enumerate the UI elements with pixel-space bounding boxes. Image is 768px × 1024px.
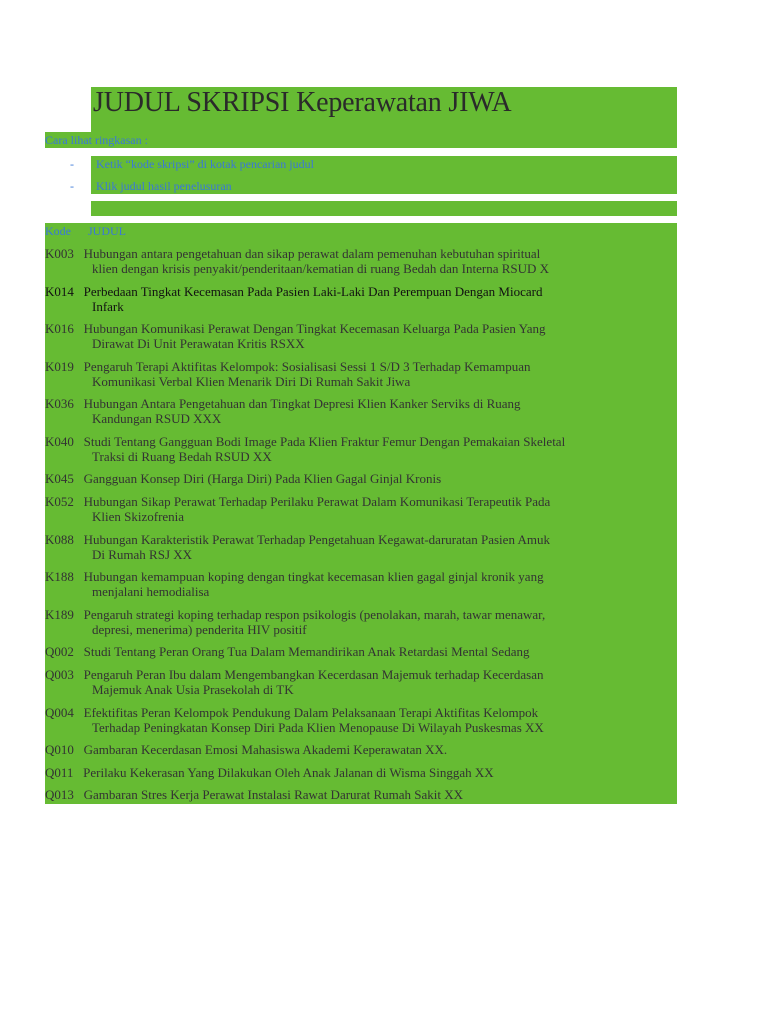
thesis-title-continued: Terhadap Peningkatan Konsep Diri Pada Klien Menopause Di Wilayah Puskesmas XX [92,720,544,735]
thesis-title: Hubungan Komunikasi Perawat Dengan Tingkat Kecemasan Keluarga Pada Pasien Yang [83,321,546,336]
thesis-entry-line [45,667,675,682]
thesis-code: K003 [45,246,74,261]
instructions-label: Cara lihat ringkasan : [45,133,148,147]
thesis-title: Efektifitas Peran Kelompok Pendukung Dalam Pelaksanaan Terapi Aktifitas Kelompok [83,705,539,720]
thesis-entry-line [45,246,675,261]
thesis-title: Pengaruh strategi koping terhadap respon psikologis (penolakan, marah, tawar menawar, [83,607,546,622]
thesis-code: K189 [45,607,74,622]
thesis-entry-line [45,284,675,299]
instruction-step [70,157,314,172]
thesis-entry[interactable] [45,765,675,780]
thesis-entry[interactable] [45,705,675,735]
thesis-entry[interactable] [45,471,675,486]
thesis-entry-line [45,359,675,374]
thesis-entry[interactable] [45,569,675,599]
thesis-entry[interactable] [45,667,675,697]
thesis-code: K014 [45,284,74,299]
thesis-title-continued: Infark [92,299,124,314]
thesis-entry-line [45,396,675,411]
thesis-entry-line [45,321,675,336]
list-marker: - [70,157,74,171]
thesis-title: Perbedaan Tingkat Kecemasan Pada Pasien Laki-Laki Dan Perempuan Dengan Miocard [83,284,543,299]
thesis-entry-line [45,607,675,622]
thesis-code: Q011 [45,765,74,780]
spacer-bar [91,201,677,216]
thesis-title: Gangguan Konsep Diri (Harga Diri) Pada Klien Gagal Ginjal Kronis [83,471,442,486]
thesis-entry[interactable] [45,396,675,426]
thesis-title: Perilaku Kekerasan Yang Dilakukan Oleh Anak Jalanan di Wisma Singgah XX [83,765,494,780]
thesis-entry-line [45,569,675,584]
thesis-entry[interactable] [45,532,675,562]
instruction-text: Klik judul hasil penelusuran [96,179,232,193]
thesis-entry[interactable] [45,434,675,464]
thesis-code: K019 [45,359,74,374]
thesis-code: Q003 [45,667,74,682]
thesis-code: Q013 [45,787,74,802]
thesis-code: K036 [45,396,74,411]
thesis-title: Studi Tentang Peran Orang Tua Dalam Memandirikan Anak Retardasi Mental Sedang [83,644,530,659]
thesis-title: Pengaruh Peran Ibu dalam Mengembangkan Kecerdasan Majemuk terhadap Kecerdasan [83,667,544,682]
thesis-title-continued: Di Rumah RSJ XX [92,547,193,562]
thesis-code: K188 [45,569,74,584]
thesis-code: Q010 [45,742,74,757]
thesis-title-continued: depresi, menerima) penderita HIV positif [92,622,307,637]
thesis-entry-line [45,471,675,486]
thesis-code: K052 [45,494,74,509]
thesis-entry-line [45,765,675,780]
thesis-entry[interactable] [45,742,675,757]
thesis-title-continued: menjalani hemodialisa [92,584,210,599]
list-marker: - [70,179,74,193]
thesis-title-continued: Majemuk Anak Usia Prasekolah di TK [92,682,294,697]
thesis-title-continued: Dirawat Di Unit Perawatan Kritis RSXX [92,336,305,351]
thesis-title-continued: Klien Skizofrenia [92,509,185,524]
instruction-step [70,179,232,194]
thesis-entry[interactable] [45,321,675,351]
thesis-title: Studi Tentang Gangguan Bodi Image Pada Klien Fraktur Femur Dengan Pemakaian Skeletal [83,434,566,449]
thesis-entry[interactable] [45,359,675,389]
header-judul: JUDUL [88,224,126,238]
thesis-title-continued: klien dengan krisis penyakit/penderitaan/kematian di ruang Bedah dan Interna RSUD X [92,261,550,276]
thesis-entry[interactable] [45,644,675,659]
thesis-code: K045 [45,471,74,486]
thesis-title: Hubungan Antara Pengetahuan dan Tingkat Depresi Klien Kanker Serviks di Ruang [83,396,521,411]
thesis-entry-line [45,742,675,757]
thesis-entry-line [45,787,675,802]
thesis-entry[interactable] [45,607,675,637]
thesis-code: K088 [45,532,74,547]
thesis-entry[interactable] [45,787,675,802]
thesis-title: Gambaran Kecerdasan Emosi Mahasiswa Akademi Keperawatan XX. [83,742,448,757]
header-kode: Kode [45,224,71,238]
thesis-title: Gambaran Stres Kerja Perawat Instalasi Rawat Darurat Rumah Sakit XX [83,787,464,802]
thesis-entry-line [45,434,675,449]
thesis-title-continued: Kandungan RSUD XXX [92,411,222,426]
thesis-entry-line [45,532,675,547]
thesis-title-continued: Komunikasi Verbal Klien Menarik Diri Di Rumah Sakit Jiwa [92,374,411,389]
thesis-title: Pengaruh Terapi Aktifitas Kelompok: Sosialisasi Sessi 1 S/D 3 Terhadap Kemampuan [83,359,531,374]
thesis-entry[interactable] [45,494,675,524]
thesis-title: Hubungan antara pengetahuan dan sikap perawat dalam pemenuhan kebutuhan spiritual [83,246,541,261]
thesis-title-continued: Traksi di Ruang Bedah RSUD XX [92,449,272,464]
thesis-entry-line [45,494,675,509]
thesis-entry-line [45,644,675,659]
thesis-code: K016 [45,321,74,336]
thesis-entry[interactable] [45,246,675,276]
thesis-code: Q004 [45,705,74,720]
thesis-title: Hubungan Sikap Perawat Terhadap Perilaku Perawat Dalam Komunikasi Terapeutik Pada [83,494,551,509]
thesis-code: K040 [45,434,74,449]
page-title: JUDUL SKRIPSI Keperawatan JIWA [93,87,512,118]
instruction-text: Ketik “kode skripsi” di kotak pencarian judul [96,157,314,171]
thesis-entry-line [45,705,675,720]
thesis-code: Q002 [45,644,74,659]
thesis-entry[interactable] [45,284,675,314]
list-header [45,224,126,239]
thesis-title: Hubungan Karakteristik Perawat Terhadap Pengetahuan Kegawat-daruratan Pasien Amuk [83,532,550,547]
thesis-title: Hubungan kemampuan koping dengan tingkat kecemasan klien gagal ginjal kronik yang [83,569,544,584]
